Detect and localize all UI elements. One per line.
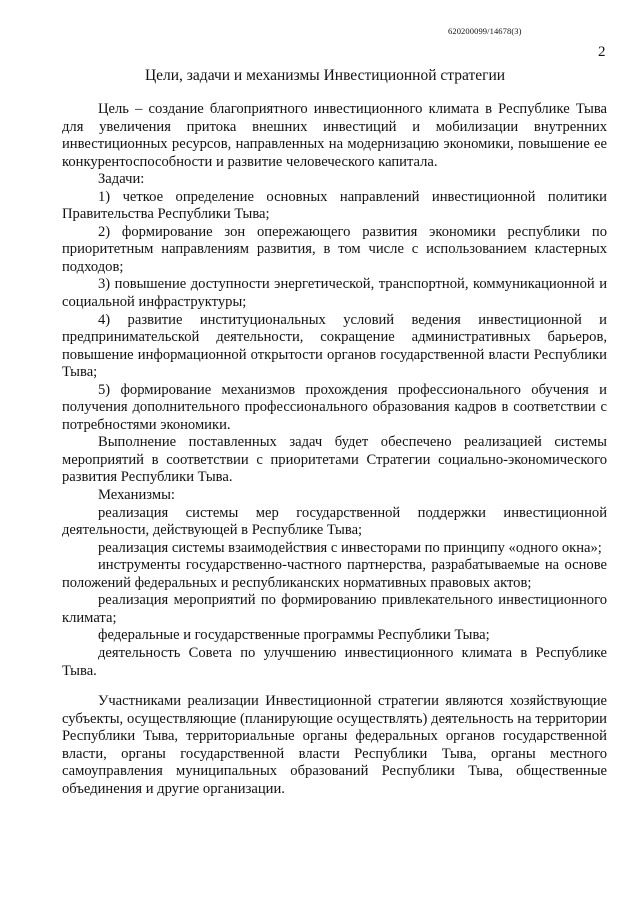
task-item-3: 3) повышение доступности энергетической, транспортной, коммуникационной и социальной инфраструктуры; <box>62 276 607 311</box>
mechanisms-heading: Механизмы: <box>98 487 175 504</box>
document-body <box>62 101 607 798</box>
participants-paragraph: Участниками реализации Инвестиционной стратегии являются хозяйствующие субъекты, осуществляющие (планирующие осуществлять) деятельность на территории Республики Тыва, территориальные органы федеральных органов государственной власти, органы государственной власти Республики Тыва, органы местного самоуправления муниципальных образований Республики Тыва, общественные объединения и другие организации. <box>62 693 607 797</box>
tasks-outcome-paragraph: Выполнение поставленных задач будет обеспечено реализацией системы мероприятий в соответствии с приоритетами Стратегии социально-экономического развития Республики Тыва. <box>62 434 607 486</box>
goal-paragraph: Цель – создание благоприятного инвестиционного климата в Республике Тыва для увеличения притока внешних инвестиций и мобилизации внутренних инвестиционных ресурсов, направленных на модернизацию экономики, повышение ее конкурентоспособности и развитие человеческого капитала. <box>62 101 607 170</box>
mechanism-item-1: реализация системы мер государственной поддержки инвестиционной деятельности, действующей в Республике Тыва; <box>62 504 607 539</box>
mechanism-item-2: реализация системы взаимодействия с инвесторами по принципу «одного окна»; <box>98 539 602 556</box>
document-number: 620200099/14678(3) <box>448 26 522 36</box>
task-item-2: 2) формирование зон опережающего развития экономики республики по приоритетным направлениям развития, в том числе с использованием кластерных подходов; <box>62 223 607 275</box>
mechanism-item-5: федеральные и государственные программы Республики Тыва; <box>98 627 490 644</box>
mechanism-item-3: инструменты государственно-частного партнерства, разрабатываемые на основе положений федеральных и республиканских нормативных правовых актов; <box>62 557 607 591</box>
task-item-1: 1) четкое определение основных направлений инвестиционной политики Правительства Республики Тыва; <box>62 188 607 223</box>
mechanism-item-4: реализация мероприятий по формированию привлекательного инвестиционного климата; <box>62 592 607 626</box>
mechanism-item-6: деятельность Совета по улучшению инвестиционного климата в Республике Тыва. <box>62 644 607 679</box>
tasks-heading: Задачи: <box>98 171 145 188</box>
task-item-4: 4) развитие институциональных условий ведения инвестиционной и предпринимательской деятельности, сокращение административных барьеров, повышение информационной открытости органов государственной власти Республики Тыва; <box>62 311 607 381</box>
section-title: Цели, задачи и механизмы Инвестиционной стратегии <box>144 67 506 84</box>
page-number: 2 <box>598 44 606 60</box>
task-item-5: 5) формирование механизмов прохождения профессионального обучения и получения дополнительного профессионального образования кадров в соответствии с потребностями экономики. <box>62 381 607 433</box>
